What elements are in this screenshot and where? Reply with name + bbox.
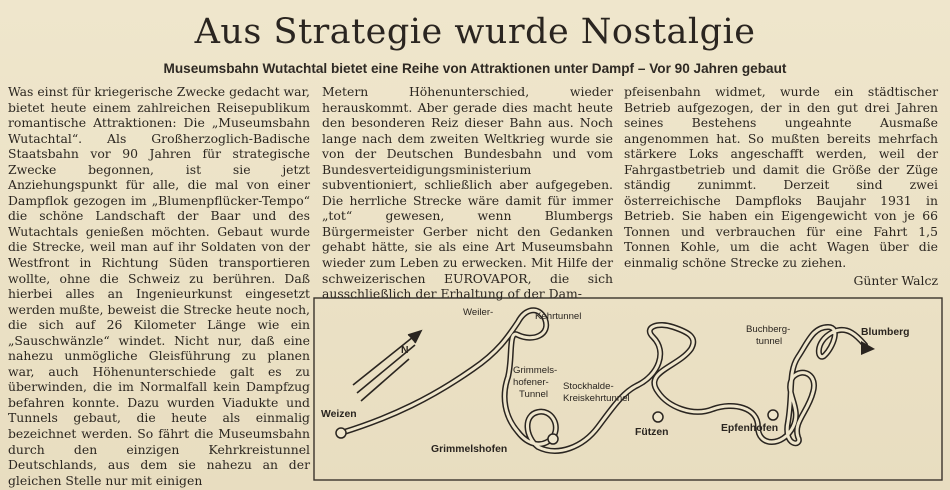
label-buchberg-tunnel-2: tunnel: [756, 336, 783, 347]
label-weizen: Weizen: [321, 409, 357, 420]
column-3-text: pfeisenbahn widmet, wurde ein städtischer Betrieb aufgezogen, der in den gut drei Jahren seines Bestehens ungeahnte Ausmaße angenommen hat. So mußten bereits mehrfach stärkere Loks angeschafft werden, weil der Fahrgastbetrieb und damit die Größe der Züge ständig zunimmt. Derzeit sind zwei österreichische Dampfloks Baujahr 1931 in Betrieb. Sie haben ein Eigengewicht von je 66 Tonnen und verbrauchen für eine Fahrt 1,5 Tonnen Kohle, um die acht Wagen über die einmalig schöne Strecke zu ziehen.: [624, 84, 938, 271]
route-map-graphic: [313, 297, 943, 481]
label-grimmelshofener-tunnel-3: Tunnel: [519, 389, 548, 400]
label-fuetzen: Fützen: [635, 427, 669, 438]
label-epfenhofen: Epfenhofen: [721, 423, 779, 434]
station-grimmelshofen-icon: [548, 434, 558, 444]
label-north: N: [401, 345, 409, 356]
article-headline: Aus Strategie wurde Nostalgie: [194, 12, 756, 52]
label-weiler: Weiler-: [463, 307, 494, 318]
blumberg-arrow-icon: [861, 341, 875, 355]
article-column-2: [322, 84, 613, 302]
label-buchberg-tunnel-1: Buchberg-: [746, 324, 791, 335]
label-stockhalde-1: Stockhalde-: [563, 381, 614, 392]
label-kehrtunnel: Kehrtunnel: [535, 311, 582, 322]
label-stockhalde-2: Kreiskehrtunnel: [563, 393, 630, 404]
article-column-1: [8, 84, 310, 488]
station-fuetzen-icon: [653, 412, 663, 422]
article-column-3: [624, 84, 938, 271]
label-grimmelshofen: Grimmelshofen: [431, 444, 508, 455]
column-2-text: Metern Höhenunterschied, wieder herauskommt. Aber gerade dies macht heute den besonderen Reiz dieser Bahn aus. Noch lange nach dem zweiten Weltkrieg wurde sie von der Deutschen Bundesbahn und vom Bundesverteidigungsministerium subventioniert, schließlich aber aufgegeben. Die herrliche Strecke wäre damit für immer „tot“ gewesen, wenn Blumbergs Bürgermeister Gerber nicht den Gedanken gehabt hätte, sie als eine Art Museumsbahn wieder zum Leben zu erwecken. Mit Hilfe der schweizerischen EUROVAPOR, die sich ausschließlich der Erhaltung of der Dam-: [322, 84, 613, 302]
label-grimmelshofener-tunnel-1: Grimmels-: [513, 365, 558, 376]
railway-route-map: [313, 297, 943, 481]
author-byline: Günter Walcz: [853, 273, 938, 288]
station-epfenhofen-icon: [768, 410, 778, 420]
station-weizen-icon: [336, 428, 346, 438]
north-arrow-icon: [353, 331, 421, 401]
label-blumberg: Blumberg: [861, 327, 910, 338]
column-1-text: Was einst für kriegerische Zwecke gedacht war, bietet heute einem zahlreichen Reisepublikum romantische Attraktionen: Die „Museumsbahn Wutachtal“. Als Großherzoglich-Badische Staatsbahn vor 90 Jahren für strategische Zwecke begonnen, ist sie jetzt Anziehungspunkt für alle, die mal von einer Dampflok gezogen im „Blumenpflücker-Tempo“ die schöne Landschaft der Baar und des Wutachtals genießen möchten. Gebaut wurde die Strecke, weil man auf ihr Soldaten von der Westfront in Richtung Süden transportieren wollte, ohne die Schweiz zu berühren. Daß hierbei alles an Ingenieurkunst eingesetzt werden mußte, beweist die Strecke heute noch, die sich auf 26 Kilometer Länge wie ein „Sauschwänzle“ windet. Nicht nur, daß eine nahezu unmögliche Gleisführung zu planen war, auch Höhenunterschiede galt es zu überwinden, die im Normalfall kein Dampfzug befahren konnte. Dazu wurden Viadukte und Tunnels gebaut, die heute als einmalig bezeichnet werden. So fährt die Museumsbahn durch den einzigen Kehrkreistunnel Deutschlands, aus dem sie nahezu an der gleichen Stelle nur mit einigen: [8, 84, 310, 488]
article-subheadline: Museumsbahn Wutachtal bietet eine Reihe von Attraktionen unter Dampf – Vor 90 Jahren gebaut: [163, 61, 787, 76]
label-grimmelshofener-tunnel-2: hofener-: [513, 377, 549, 388]
